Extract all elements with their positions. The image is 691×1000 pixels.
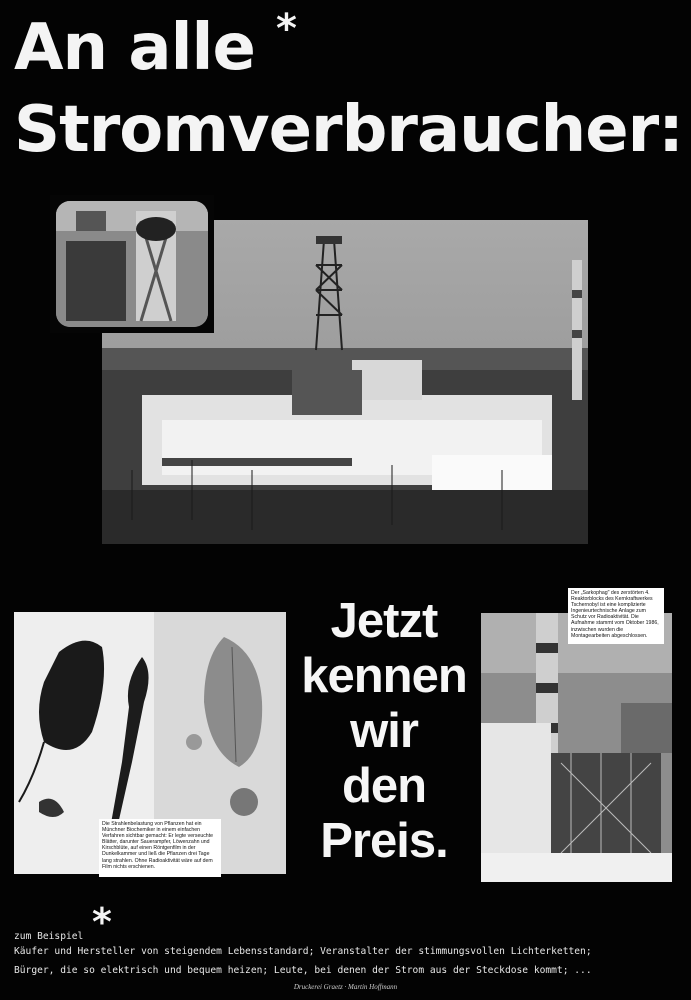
footer-intro: zum Beispiel: [14, 931, 84, 942]
tv-screen-inset: [50, 195, 214, 333]
sarcophagus-photo-caption: Der „Sarkophag" des zerstörten 4. Reaktorblocks des Kernkraftwerkes Tschernobyl ist eine komplizierte Ingenieurtechnische Anlage zum Schutz vor Radioaktivität. Die Aufnahme stammt vom Oktober 1986, inzwischen wurden die Montagearbeiten abgeschlossen.: [568, 588, 664, 644]
slogan-line: kennen: [301, 649, 467, 703]
slogan-line: wir: [350, 704, 418, 758]
tv-screen-image: [56, 201, 208, 327]
slogan-line: den: [341, 759, 427, 813]
printer-credit: Druckerei Graetz · Martin Hoffmann: [293, 983, 398, 991]
slogan-line: Jetzt: [330, 594, 438, 648]
slogan: [294, 594, 474, 869]
leaf-photo-caption: Die Strahlenbelastung von Pflanzen hat ein Münchner Biochemiker in einem einfachen Verfahren sichtbar gemacht: Er legte verseuchte Blätter, darunter Sauerampfer, Löwenzahn und Kirschblüte, auf einen Röntgenfilm in der Dunkelkammer und ließ die Pflanzen drei Tage lang strahlen. Ohne Radioaktivität wäre auf dem Film nichts erschienen.: [99, 819, 221, 877]
slogan-line: Preis.: [320, 814, 448, 868]
headline-line-2: Stromverbraucher:: [14, 93, 683, 167]
headline-line-1: An alle: [14, 11, 255, 85]
sarcophagus-photo: [481, 613, 672, 882]
headline-asterisk: *: [276, 6, 297, 52]
footer-text-line-2: Bürger, die so elektrisch und bequem heizen; Leute, bei denen der Strom aus der Steckdose kommt; ...: [14, 965, 592, 976]
footer-text-line-1: Käufer und Hersteller von steigendem Lebensstandard; Veranstalter der stimmungsvollen Lichterketten;: [14, 946, 592, 957]
footer-asterisk: *: [92, 900, 112, 944]
